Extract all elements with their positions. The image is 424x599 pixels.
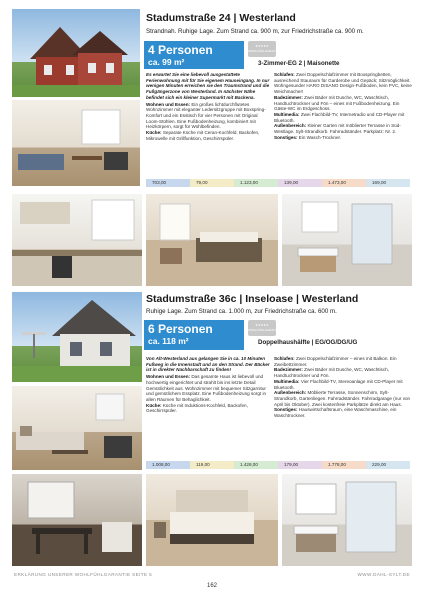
page-footer — [14, 572, 410, 577]
listing2-right-label: Sonstiges: — [274, 407, 298, 413]
listing1-persons-box — [144, 41, 244, 69]
bathroom-illustration — [282, 474, 412, 566]
listing1-title: Stadumstraße 24 | Westerland — [146, 12, 296, 24]
listing2-price-bar — [146, 461, 410, 469]
footer-guarantee-note: ERKLÄRUNG UNSERER WOHLFÜHLGARANTIE SEITE 5 — [14, 572, 153, 577]
listing1-price: 169,00 — [366, 179, 410, 187]
listing2-right-label: Außenbereich: — [274, 390, 307, 396]
living-room-illustration — [12, 386, 142, 470]
living-room-illustration — [12, 100, 140, 186]
listing2-right-label: Badezimmer: — [274, 367, 303, 373]
listing2-right-column — [274, 356, 412, 419]
listing1-left-text: Separate Küche mit Ceran-Kochfeld, Backofen, Mikrowelle mit Grillfunktion, Geschirrspüler. — [146, 130, 260, 141]
listing1-right-item — [274, 72, 412, 95]
listing1-intro: Es erwartet Sie eine liebevoll ausgestattete Ferienwohnung mit für Sie eigenem Hauseingang. In nur wenigen Minuten erreichen sie den Traumstrand und die Fußgängerzone von Westerland. In nächster Nähe befindet sich ein kleiner Supermarkt mit Backena. — [146, 72, 270, 100]
listing1-price: 1.473,00 — [322, 179, 366, 187]
living-room-photo — [12, 100, 140, 186]
listing1-right-item — [274, 95, 412, 112]
listing2-right-label: Schlafen: — [274, 356, 295, 361]
footer-website: WWW.DAHL-SYLT.DE — [357, 572, 410, 577]
listing1-right-label: Außenbereich: — [274, 123, 307, 129]
dining-room-illustration — [12, 474, 142, 566]
listing2-price: 229,00 — [366, 461, 410, 469]
listing1-seal: ★★★★★ WOHLFÜHLGARANTIE — [248, 41, 276, 57]
listing2-type: Doppelhaushälfte | EG/OG/DG/UG — [258, 339, 358, 346]
listing2-persons: 6 Personen — [148, 322, 213, 336]
bedroom-photo — [146, 194, 278, 286]
listing2-left-item — [146, 403, 270, 414]
listing2-price: 119,00 — [190, 461, 234, 469]
page-number: 162 — [206, 583, 217, 589]
house-exterior-photo — [12, 9, 140, 97]
listing2-left-text: Das gesamte Haus ist liebevoll und hochwertig eingerichtet und strahlt bis ins letzte Detail Gemütlichkeit aus. Wohnzimmer mit bequemer Sitzgarnitur und gemütlichem Essplatz. Eine Fußbodenheizung sorgt in allen Räumen für Behaglichkeit. — [146, 374, 267, 402]
dining-room-photo — [12, 474, 142, 566]
listing2-left-column — [146, 356, 270, 414]
listing1-right-item — [274, 112, 412, 123]
listing1-right-text: Zwei Doppelschlafzimmer mit Boxspringbetten, ausreichend Stauraum für Garderobe und Gepäck; Sitzmöglichkeit. Wohngesunder HARO DISANO Design-Fußboden, kein PVC, keine Weichmacher! — [274, 72, 412, 95]
listing2-area: ca. 118 m² — [148, 336, 189, 346]
listing2-price: 179,00 — [278, 461, 322, 469]
listing1-right-item — [274, 123, 412, 134]
kitchen-illustration — [12, 194, 142, 286]
listing1-subtitle: Strandnah. Ruhige Lage. Zum Strand ca. 900 m, zur Friedrichstraße ca. 900 m. — [146, 28, 364, 35]
listing1-right-item — [274, 135, 412, 141]
listing1-price: 703,00 — [146, 179, 190, 187]
listing2-left-label: Küche: — [146, 402, 162, 408]
listing1-price: 1.123,00 — [234, 179, 278, 187]
listing1-right-text: Kleiner Garten mit möblierter Terrasse in Süd-Westlage. Sylt-Strandkorb. Fahrradständer. Parkplatz: Nr. 2. — [274, 123, 401, 135]
listing1-right-label: Schlafen: — [274, 72, 295, 77]
listing2-subtitle: Ruhige Lage. Zum Strand ca. 1.000 m, zur Friedrichstraße ca. 600 m. — [146, 308, 337, 315]
bathroom-photo — [282, 194, 412, 286]
listing2-title: Stadumstraße 36c | Inseloase | Westerland — [146, 293, 359, 305]
kitchen-photo — [12, 194, 142, 286]
listing1-right-label: Sonstiges: — [274, 134, 298, 140]
listing2-left-label: Wohnen und Essen: — [146, 374, 191, 380]
listing2-right-label: Multimedia: — [274, 378, 300, 384]
listing2-price: 1.428,00 — [234, 461, 278, 469]
listing2-price: 1.008,00 — [146, 461, 190, 469]
listing2-seal: ★★★★★ WOHLFÜHLGARANTIE — [248, 320, 276, 336]
bedroom-photo — [146, 474, 278, 566]
listing1-left-item — [146, 130, 270, 141]
listing2-right-text: Vier Flachbild-TV, Stereoanlage mit CD-Player mit Bluetooth. — [274, 378, 403, 390]
bathroom-photo — [282, 474, 412, 566]
listing1-price: 139,00 — [278, 179, 322, 187]
listing2-right-item — [274, 356, 412, 367]
listing2-intro: Von Alt-Westerland aus gelangen Sie in ca. 10 Minuten Fußweg in die Innenstadt und an den Strand. Der Bäcker ist in direkter Nachbarschaft zu finden! — [146, 356, 270, 373]
listing2-right-text: Zwei Doppelschlafzimmer – eines mit Balkon. Ein Zweibettzimmer. — [274, 356, 397, 367]
listing2-right-item — [274, 367, 412, 378]
listing1-area: ca. 99 m² — [148, 57, 185, 67]
bathroom-illustration — [282, 194, 412, 286]
listing2-right-text: Zwei Bäder mit Dusche, WC, Waschtisch, Handtuchtrockner und Fön. — [274, 367, 389, 379]
listing2-right-text: Hauswirtschaftsraum, eine Waschmaschine, ein Waschtrockner. — [274, 407, 397, 419]
listing1-right-label: Multimedia: — [274, 111, 300, 117]
listing1-right-text: Ein Wasch-Trockner. — [298, 134, 342, 140]
bedroom-illustration — [146, 474, 278, 566]
house-exterior-photo — [12, 292, 142, 382]
bedroom-illustration — [146, 194, 278, 286]
listing1-left-label: Küche: — [146, 130, 162, 136]
listing2-right-item — [274, 407, 412, 418]
listing1-left-text: Ein großes lichtdurchflutetes Wohnzimmer mit eleganter Ledersitzgruppe mit Boxspring-Komfort und ein Esstisch für vier Personen mit Original Loom-Stühlen. Eine Fußbodenheizung, kombiniert mit Heizkörpern, sorgt für Wohlbefinden. — [146, 101, 266, 130]
listing2-persons-box — [144, 320, 244, 350]
living-room-photo — [12, 386, 142, 470]
listing1-left-label: Wohnen und Essen: — [146, 101, 191, 107]
listing1-right-label: Badezimmer: — [274, 94, 303, 100]
listing2-right-item — [274, 390, 412, 407]
listing1-left-item — [146, 102, 270, 131]
listing1-right-text: Zwei Bäder mit Dusche, WC, Waschtisch, Handtuchtrockner und Fön – eines mit Fußbodenheizung. Ein Gäste-WC im Erdgeschoss. — [274, 94, 400, 112]
listing1-right-column — [274, 72, 412, 140]
listing1-right-text: Zwei Flachbild-TV, Internetradio und CD-Player mit Bluetooth. — [274, 111, 405, 123]
listing2-price: 1.778,00 — [322, 461, 366, 469]
house-illustration — [12, 9, 140, 97]
house-illustration — [12, 292, 142, 382]
listing2-left-item — [146, 374, 270, 403]
listing2-right-item — [274, 379, 412, 390]
listing1-left-column — [146, 72, 270, 141]
listing1-price-bar — [146, 179, 410, 187]
listing2-right-text: Möblierte Terrasse, Sonnenschirm, Sylt-Strandkorb, Gartenliegen. Fahrradständer. Fahrradgarage (nur von April bis Oktober). Zwei kostenfreie Parkplätze direkt am Haus. — [274, 390, 411, 407]
listing1-persons: 4 Personen — [148, 43, 213, 57]
listing1-type: 3-Zimmer-EG 2 | Maisonette — [258, 60, 340, 67]
listing1-price: 79,00 — [190, 179, 234, 187]
listing2-left-text: Küche mit Induktions-Kochfeld, Backofen, Geschirrspüler. — [146, 402, 248, 414]
